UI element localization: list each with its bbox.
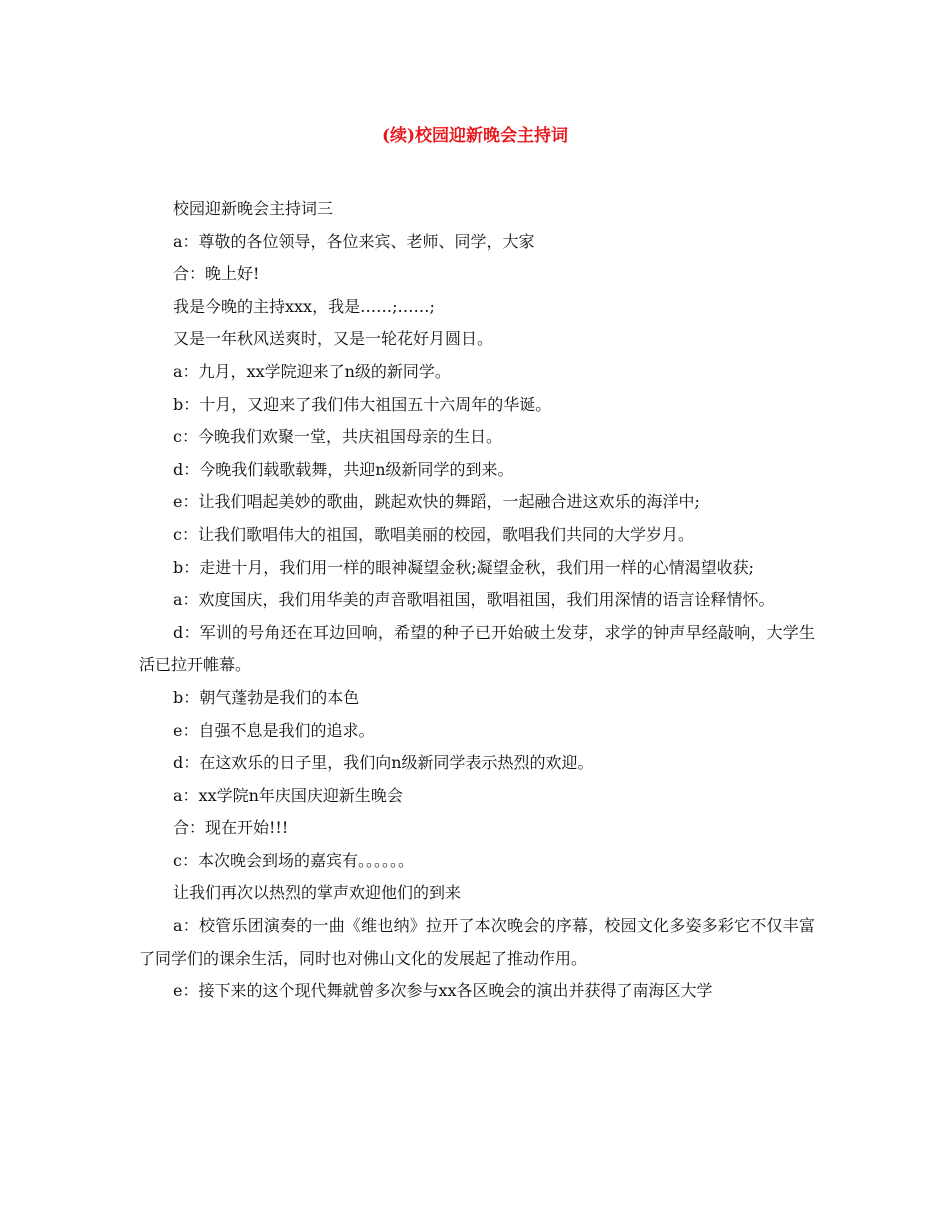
paragraph: c：今晚我们欢聚一堂，共庆祖国母亲的生日。 bbox=[173, 427, 502, 447]
paragraph: a：校管乐团演奏的一曲《维也纳》拉开了本次晚会的序幕，校园文化多姿多彩它不仅丰富了同学们的课余生活，同时也对佛山文化的发展起了推动作用。 bbox=[139, 916, 815, 968]
paragraph: b：走进十月，我们用一样的眼神凝望金秋;凝望金秋，我们用一样的心情渴望收获; bbox=[173, 557, 755, 577]
paragraph: a：xx学院n年庆国庆迎新生晚会 bbox=[173, 785, 403, 805]
paragraph: 合：晚上好! bbox=[173, 264, 260, 284]
paragraph: 我是今晚的主持xxx，我是……;……; bbox=[173, 296, 435, 316]
paragraph: 合：现在开始!!! bbox=[173, 818, 289, 838]
paragraph: a：尊敬的各位领导，各位来宾、老师、同学，大家 bbox=[173, 231, 535, 251]
paragraph: e：接下来的这个现代舞就曾多次参与xx各区晚会的演出并获得了南海区大学 bbox=[173, 981, 713, 1001]
paragraph: a：欢度国庆，我们用华美的声音歌唱祖国，歌唱祖国，我们用深情的语言诠释情怀。 bbox=[173, 590, 775, 610]
paragraph: c：让我们歌唱伟大的祖国，歌唱美丽的校园，歌唱我们共同的大学岁月。 bbox=[173, 524, 694, 544]
paragraph: 又是一年秋风送爽时，又是一轮花好月圆日。 bbox=[173, 329, 494, 349]
paragraph: c：本次晚会到场的嘉宾有。。。。。。 bbox=[173, 850, 414, 870]
paragraph: d：军训的号角还在耳边回响，希望的种子已开始破土发芽，求学的钟声早经敲响，大学生活已拉开帷幕。 bbox=[139, 622, 815, 675]
paragraph: e：让我们唱起美妙的歌曲，跳起欢快的舞蹈，一起融合进这欢乐的海洋中; bbox=[173, 492, 700, 512]
paragraph: a：九月，xx学院迎来了n级的新同学。 bbox=[173, 361, 451, 381]
paragraph: 校园迎新晚会主持词三 bbox=[173, 199, 334, 218]
paragraph: d：今晚我们载歌载舞，共迎n级新同学的到来。 bbox=[173, 459, 514, 479]
paragraph: e：自强不息是我们的追求。 bbox=[173, 720, 375, 740]
paragraph: d：在这欢乐的日子里，我们向n级新同学表示热烈的欢迎。 bbox=[173, 753, 594, 773]
paragraph: 让我们再次以热烈的掌声欢迎他们的到来 bbox=[173, 883, 462, 903]
paragraph: b：十月，又迎来了我们伟大祖国五十六周年的华诞。 bbox=[173, 394, 552, 414]
document-title: (续)校园迎新晚会主持词 bbox=[381, 126, 569, 146]
document-body bbox=[139, 193, 815, 1008]
paragraph: b：朝气蓬勃是我们的本色 bbox=[173, 687, 360, 707]
